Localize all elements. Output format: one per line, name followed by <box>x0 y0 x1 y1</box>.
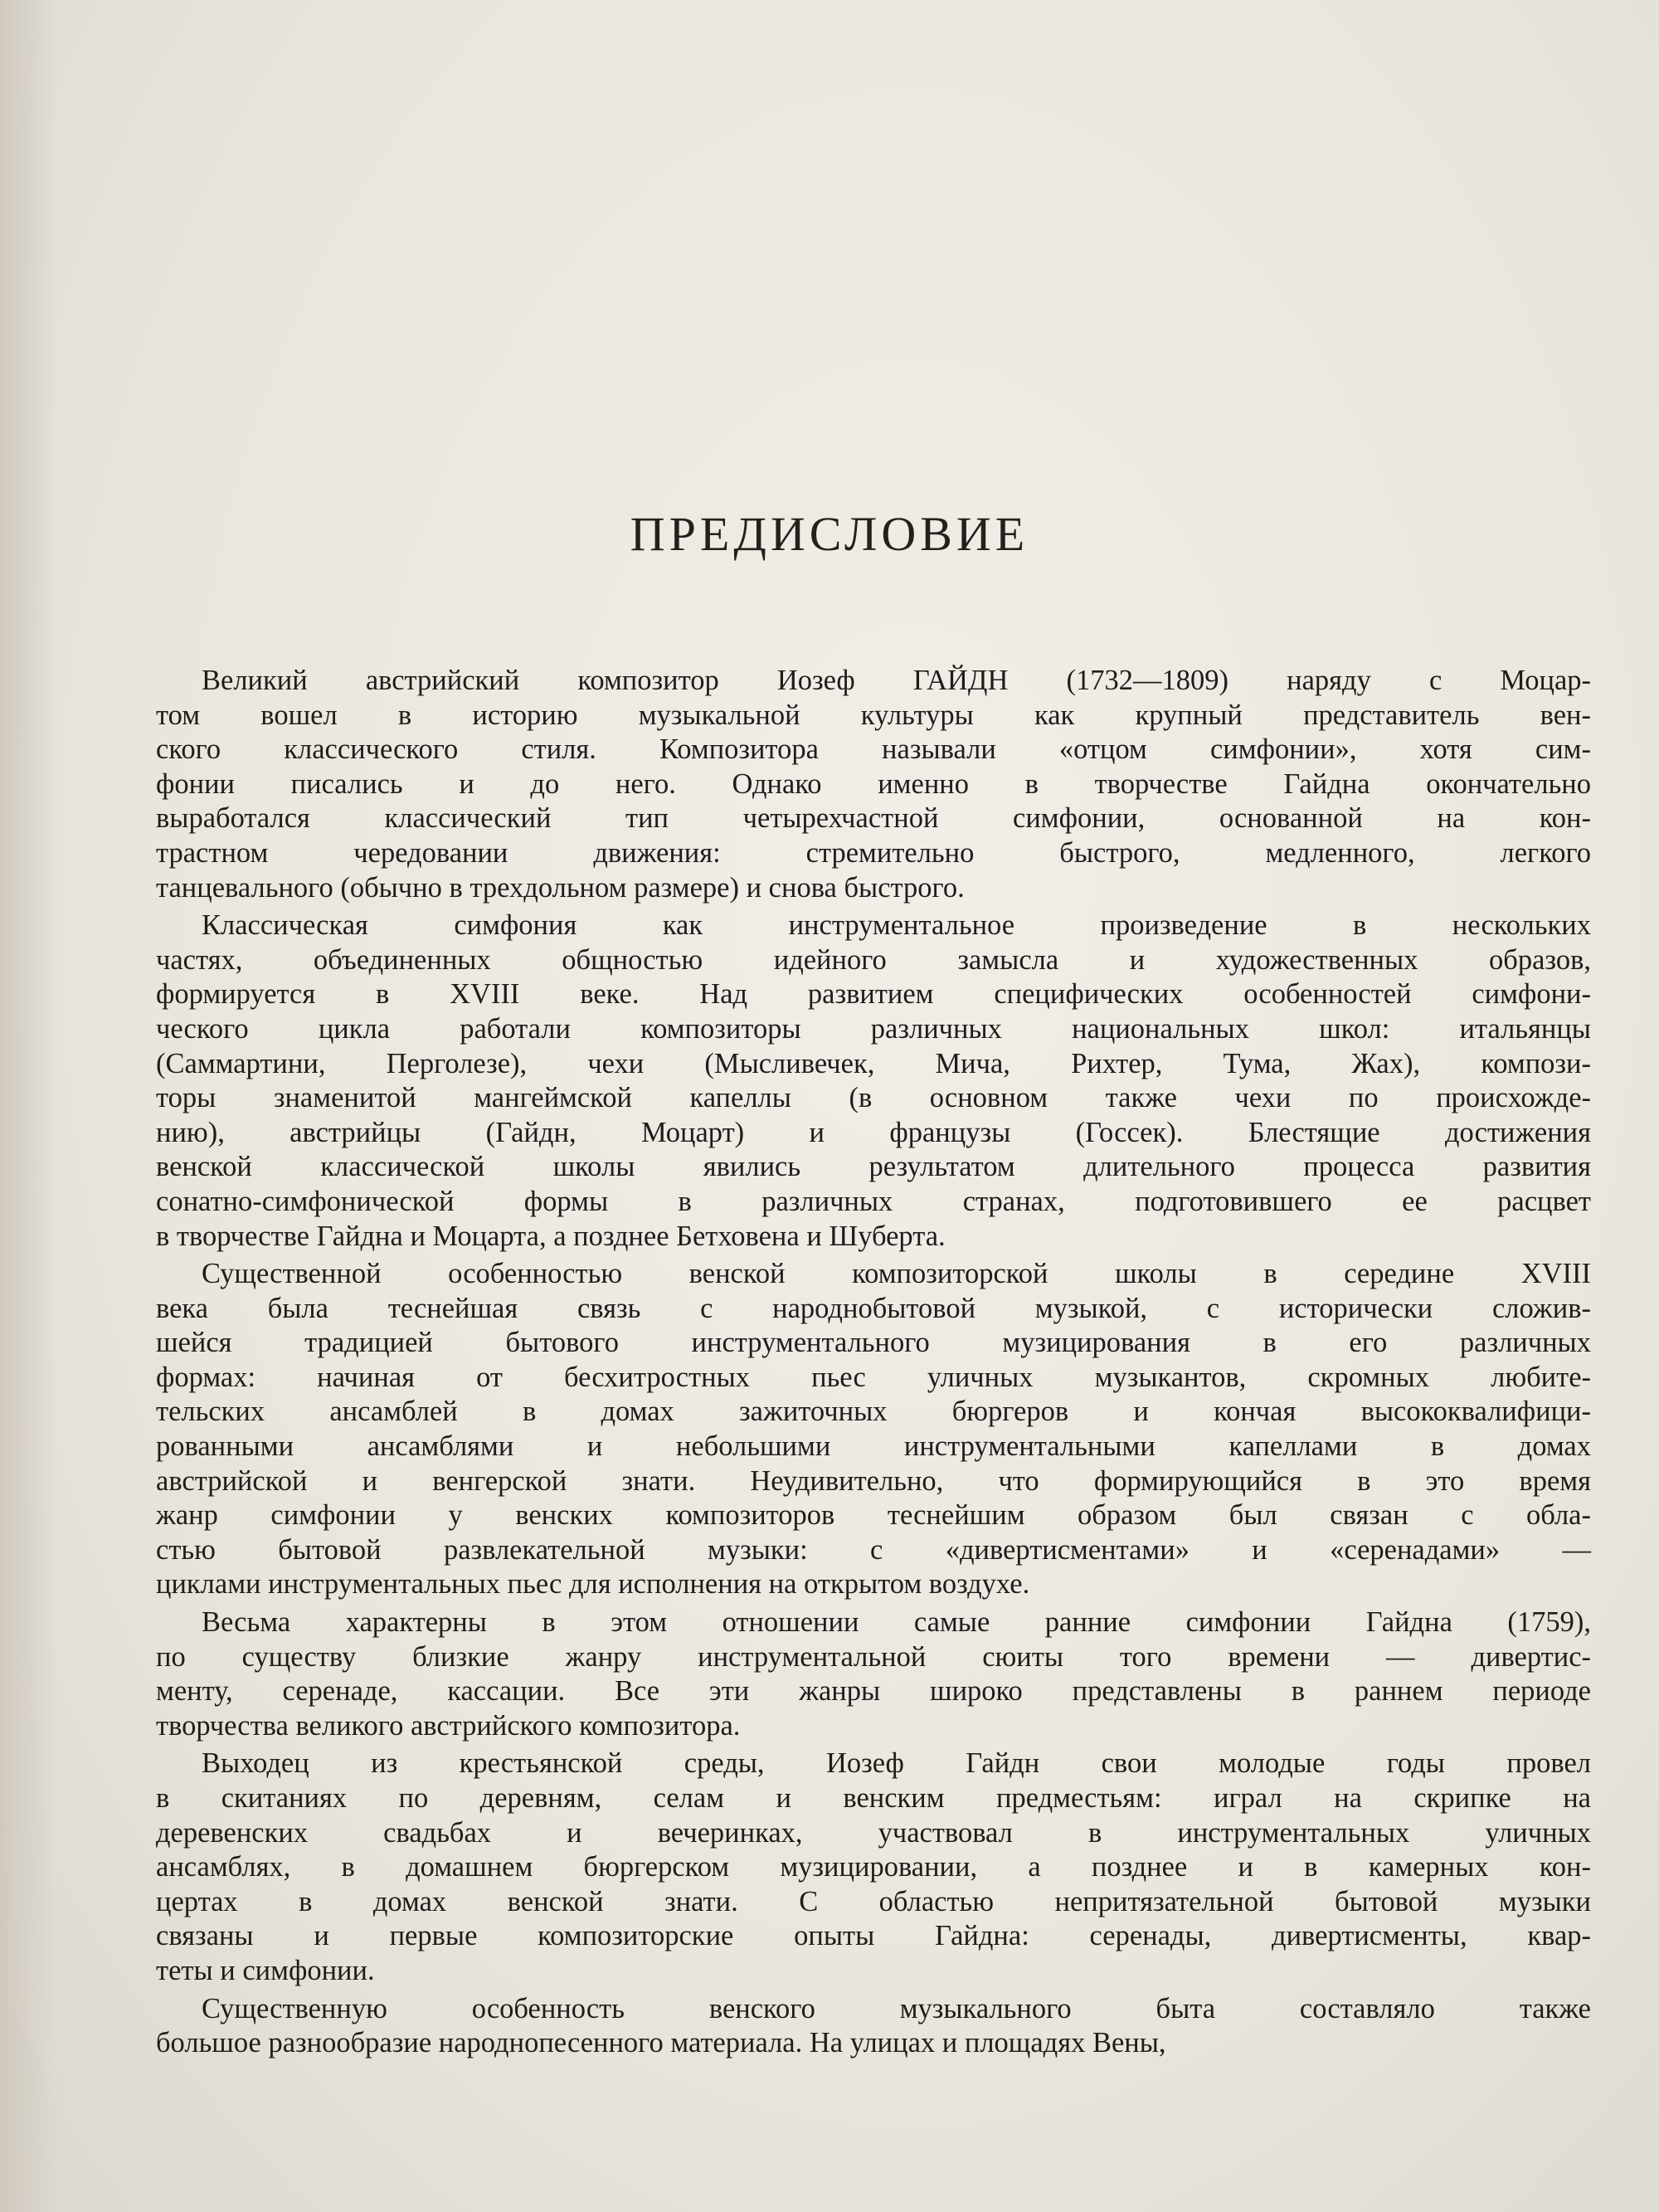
text-line: Существенную особенность венского музыкального быта составляло также <box>202 1992 1591 2024</box>
text-line: Существенной особенностью венской композиторской школы в середине XVIII <box>202 1258 1591 1290</box>
text-line: по существу близкие жанру инструментальной сюиты того времени — дивертис- <box>156 1640 1591 1673</box>
text-line: в творчестве Гайдна и Моцарта, а позднее Бетховена и Шуберта. <box>156 1220 946 1252</box>
text-line: творчества великого австрийского композитора. <box>156 1709 741 1742</box>
text-line: нию), австрийцы (Гайдн, Моцарт) и французы (Госсек). Блестящие достижения <box>156 1116 1591 1148</box>
text-line: трастном чередовании движения: стремительно быстрого, медленного, легкого <box>156 836 1591 869</box>
text-line: стью бытовой развлекательной музыки: с «дивертисментами» и «серенадами» — <box>156 1533 1591 1566</box>
text-line: Классическая симфония как инструментальное произведение в нескольких <box>202 909 1591 942</box>
text-line: ского классического стиля. Композитора называли «отцом симфонии», хотя сим- <box>156 733 1591 766</box>
text-line: венской классической школы явились результатом длительного процесса развития <box>156 1151 1591 1183</box>
page-title: ПРЕДИСЛОВИЕ <box>630 507 1029 561</box>
text-line: цертах в домах венской знати. С областью непритязательной бытовой музыки <box>156 1885 1591 1917</box>
text-line: тельских ансамблей в домах зажиточных бюргеров и кончая высококвалифици- <box>156 1396 1591 1428</box>
text-line: (Саммартини, Перголезе), чехи (Мысливечек, Мича, Рихтер, Тума, Жах), компози- <box>156 1047 1591 1079</box>
text-line: ческого цикла работали композиторы различных национальных школ: итальянцы <box>156 1012 1591 1045</box>
text-line: выработался классический тип четырехчастной симфонии, основанной на кон- <box>156 802 1591 835</box>
text-line: деревенских свадьбах и вечеринках, участвовал в инструментальных уличных <box>156 1816 1591 1849</box>
text-line: рованными ансамблями и небольшими инструментальными капеллами в домах <box>156 1430 1591 1463</box>
text-line: циклами инструментальных пьес для исполнения на открытом воздухе. <box>156 1568 1030 1601</box>
paragraph <box>156 909 1591 1254</box>
text-line: торы знаменитой мангеймской капеллы (в основном также чехи по происхожде- <box>156 1082 1591 1114</box>
text-line: австрийской и венгерской знати. Неудивительно, что формирующийся в это время <box>156 1464 1591 1497</box>
text-line: фонии писались и до него. Однако именно в творчестве Гайдна окончательно <box>156 767 1591 800</box>
body-text <box>156 664 1591 2061</box>
text-line: теты и симфонии. <box>156 1954 375 1986</box>
text-line: ансамблях, в домашнем бюргерском музицировании, а позднее и в камерных кон- <box>156 1851 1591 1883</box>
text-line: шейся традицией бытового инструментального музицирования в его различных <box>156 1327 1591 1359</box>
text-line: Великий австрийский композитор Иозеф ГАЙДН (1732—1809) наряду с Моцар- <box>202 665 1591 696</box>
text-line: связаны и первые композиторские опыты Гайдна: серенады, дивертисменты, квар- <box>156 1920 1591 1952</box>
text-line: Весьма характерны в этом отношении самые ранние симфонии Гайдна (1759), <box>202 1606 1591 1639</box>
paragraph <box>156 1605 1591 1743</box>
text-line: сонатно-симфонической формы в различных странах, подготовившего ее расцвет <box>156 1185 1591 1217</box>
text-line: формах: начиная от бесхитростных пьес уличных музыкантов, скромных любите- <box>156 1361 1591 1393</box>
paragraph <box>156 1747 1591 1988</box>
text-line: формируется в XVIII веке. Над развитием специфических особенностей симфони- <box>156 978 1591 1011</box>
paragraph <box>156 1257 1591 1602</box>
text-line: танцевального (обычно в трехдольном размере) и снова быстрого. <box>156 871 965 904</box>
paragraph <box>156 664 1591 905</box>
text-line: века была теснейшая связь с народнобытовой музыкой, с исторически сложив- <box>156 1292 1591 1324</box>
text-line: частях, объединенных общностью идейного замысла и художественных образов, <box>156 943 1591 976</box>
paragraph <box>156 1992 1591 2061</box>
text-line: менту, серенаде, кассации. Все эти жанры широко представлены в раннем периоде <box>156 1675 1591 1708</box>
text-line: Выходец из крестьянской среды, Иозеф Гайдн свои молодые годы провел <box>202 1747 1591 1780</box>
text-line: в скитаниях по деревням, селам и венским предместьям: играл на скрипке на <box>156 1782 1591 1814</box>
text-line: большое разнообразие народнопесенного материала. На улицах и площадях Вены, <box>156 2027 1166 2059</box>
text-line: том вошел в историю музыкальной культуры как крупный представитель вен- <box>156 699 1591 731</box>
text-line: жанр симфонии у венских композиторов теснейшим образом был связан с обла- <box>156 1499 1591 1532</box>
page-edge-shadow <box>0 0 58 2212</box>
